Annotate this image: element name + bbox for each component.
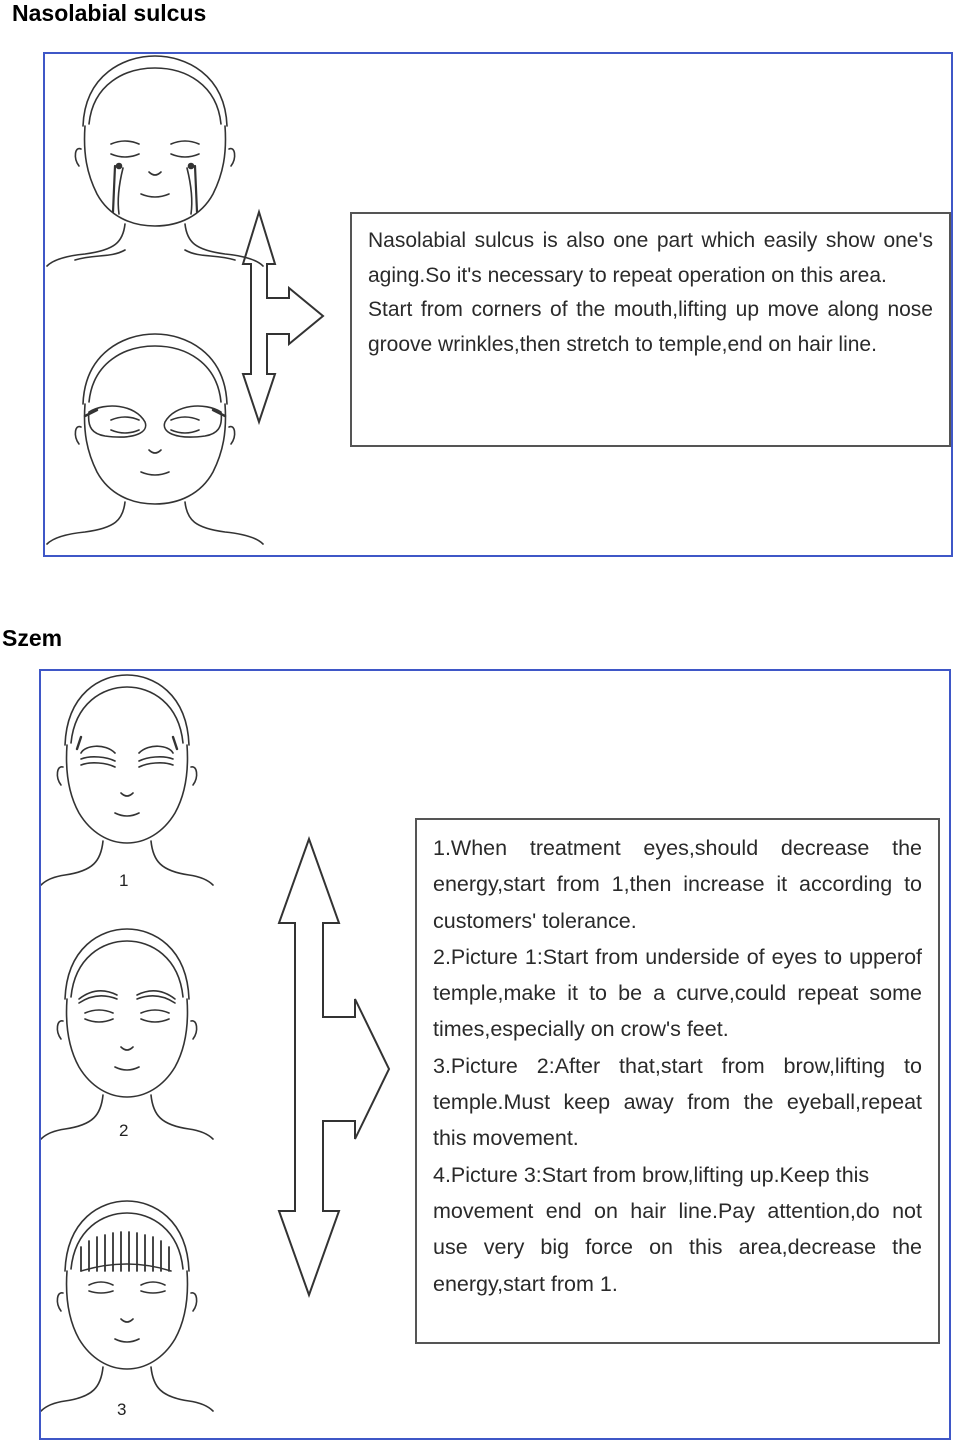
double-arrow-icon [279, 839, 389, 1295]
face-illustration-2 [47, 334, 263, 544]
eye-instructions-box [415, 818, 940, 1344]
face-illustration-2 [41, 929, 213, 1139]
instruction-paragraph: 3.Picture 2:After that,start from brow,lifting to temple.Must keep away from the eyeball,repeat this movement. [433, 1053, 922, 1151]
szem-figure-panel [39, 669, 951, 1440]
instruction-paragraph: movement end on hair line.Pay attention,do not use very big force on this area,decrease the energy,start from 1. [433, 1198, 922, 1296]
instruction-paragraph: Start from corners of the mouth,lifting up move along nose groove wrinkles,then stretch to temple,end on hair line. [368, 298, 933, 356]
face-illustration-1 [47, 56, 263, 266]
instruction-paragraph: 2.Picture 1:Start from underside of eyes to upperof temple,make it to be a curve,could repeat some times,especially on crow's feet. [433, 944, 922, 1042]
face-illustration-1 [41, 675, 213, 885]
double-arrow-icon [243, 212, 323, 422]
instruction-paragraph: 1.When treatment eyes,should decrease the energy,start from 1,then increase it according to customers' tolerance. [433, 836, 922, 933]
section-heading-szem: Szem [2, 625, 63, 651]
instruction-paragraph: Nasolabial sulcus is also one part which easily show one's aging.So it's necessary to repeat operation on this area. [368, 229, 933, 287]
nasolabial-instructions-box [350, 212, 951, 447]
section-heading-nasolabial: Nasolabial sulcus [12, 0, 207, 26]
instruction-paragraph: 4.Picture 3:Start from brow,lifting up.Keep this [433, 1162, 870, 1187]
face-illustration-3 [41, 1201, 213, 1411]
figure-label-2: 2 [119, 1121, 129, 1140]
figure-label-1: 1 [119, 871, 129, 890]
nasolabial-figure-panel [43, 52, 953, 557]
figure-label-3: 3 [117, 1400, 127, 1419]
